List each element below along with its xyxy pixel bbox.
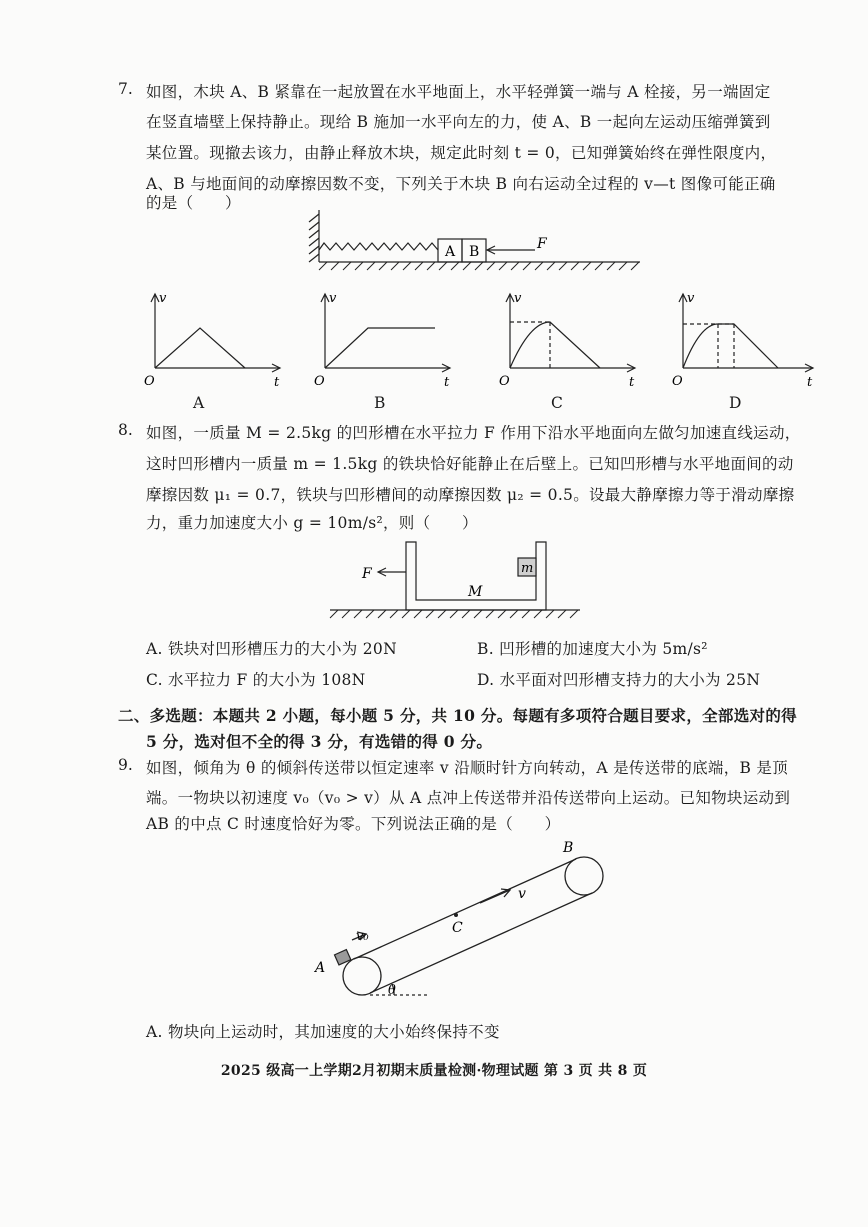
q8-line-1: 如图，一质量 M = 2.5kg 的凹形槽在水平拉力 F 作用下沿水平地面向左做匀加速直线运动， [146, 424, 801, 442]
q7-graph-c-o: O [499, 374, 510, 389]
q7-graph-b [310, 290, 460, 390]
q7-graph-c-t: t [629, 375, 635, 390]
q8-M-label: M [468, 584, 483, 600]
q7-line-4: A、B 与地面间的动摩擦因数不变，下列关于木块 B 向右运动全过程的 v—t 图像可能正确 [146, 175, 776, 193]
q9-line-3: AB 的中点 C 时速度恰好为零。下列说法正确的是（ ） [146, 815, 561, 833]
q9-option-a: A. 物块向上运动时，其加速度的大小始终保持不变 [146, 1023, 500, 1041]
q7-number: 7. [118, 80, 133, 98]
q9-label-c: C [452, 920, 463, 936]
q9-label-v0: v₀ [356, 929, 369, 944]
q7-force-label: F [537, 236, 547, 252]
q8-m-label: m [521, 561, 534, 576]
q7-spring-figure [305, 210, 645, 270]
q8-groove-figure [330, 538, 590, 623]
q7-graph-d-t: t [807, 375, 813, 390]
q7-graph-d-o: O [672, 374, 683, 389]
q8-force-label: F [362, 566, 372, 582]
q7-line-1: 如图，木块 A、B 紧靠在一起放置在水平地面上，水平轻弹簧一端与 A 栓接，另一端固定 [146, 83, 771, 101]
q9-number: 9. [118, 756, 133, 774]
q7-graph-c [495, 290, 645, 390]
q9-label-a: A [315, 960, 326, 976]
q7-graph-c-v: v [514, 291, 522, 306]
q8-option-a: A. 铁块对凹形槽压力的大小为 20N [146, 640, 397, 658]
q7-option-c-label: C [551, 394, 564, 412]
q8-option-d: D. 水平面对凹形槽支持力的大小为 25N [477, 671, 761, 689]
q8-line-2: 这时凹形槽内一质量 m = 1.5kg 的铁块恰好能静止在后壁上。已知凹形槽与水平地面间的动 [146, 455, 794, 473]
q7-graph-a-v: v [159, 291, 167, 306]
q7-block-b-label: B [469, 244, 480, 260]
q7-graph-b-v: v [329, 291, 337, 306]
q8-line-4: 力，重力加速度大小 g = 10m/s²，则（ ） [146, 514, 478, 532]
q7-graph-a-t: t [274, 375, 280, 390]
q7-graph-b-t: t [444, 375, 450, 390]
q9-label-b: B [563, 840, 574, 856]
q7-graph-b-o: O [314, 374, 325, 389]
q8-option-b: B. 凹形槽的加速度大小为 5m/s² [477, 640, 708, 658]
q8-number: 8. [118, 421, 133, 439]
section2-heading-line1: 二、多选题：本题共 2 小题，每小题 5 分，共 10 分。每题有多项符合题目要求，全部选对的得 [118, 706, 797, 725]
q9-line-1: 如图，倾角为 θ 的倾斜传送带以恒定速率 v 沿顺时针方向转动，A 是传送带的底端，B 是顶 [146, 759, 789, 777]
page-footer: 2025 级高一上学期2月初期末质量检测·物理试题 第 3 页 共 8 页 [220, 1063, 648, 1079]
section2-heading-line2: 5 分，选对但不全的得 3 分，有选错的得 0 分。 [146, 732, 493, 751]
q8-option-c: C. 水平拉力 F 的大小为 108N [146, 671, 366, 689]
q7-line-5: 的是（ ） [146, 194, 241, 212]
q8-line-3: 摩擦因数 μ₁ = 0.7，铁块与凹形槽间的动摩擦因数 μ₂ = 0.5。设最大静摩擦力等于滑动摩擦 [146, 486, 795, 504]
q9-label-theta: θ [388, 983, 396, 998]
q7-graph-d [668, 290, 828, 390]
q7-graph-a [140, 290, 290, 390]
q7-option-a-label: A [193, 394, 205, 412]
q9-line-2: 端。一物块以初速度 v₀（v₀ > v）从 A 点冲上传送带并沿传送带向上运动。已知物块运动到 [146, 789, 791, 807]
q7-line-2: 在竖直墙壁上保持静止。现给 B 施加一水平向左的力，使 A、B 一起向左运动压缩弹簧到 [146, 113, 771, 131]
q7-graph-d-v: v [687, 291, 695, 306]
q9-label-v: v [518, 886, 526, 902]
q7-line-3: 某位置。现撤去该力，由静止释放木块，规定此时刻 t = 0，已知弹簧始终在弹性限度内， [146, 144, 777, 162]
q9-conveyor-figure [310, 838, 610, 1008]
q7-option-d-label: D [729, 394, 742, 412]
q7-option-b-label: B [374, 394, 386, 412]
q7-graph-a-o: O [144, 374, 155, 389]
q7-block-a-label: A [445, 244, 456, 260]
